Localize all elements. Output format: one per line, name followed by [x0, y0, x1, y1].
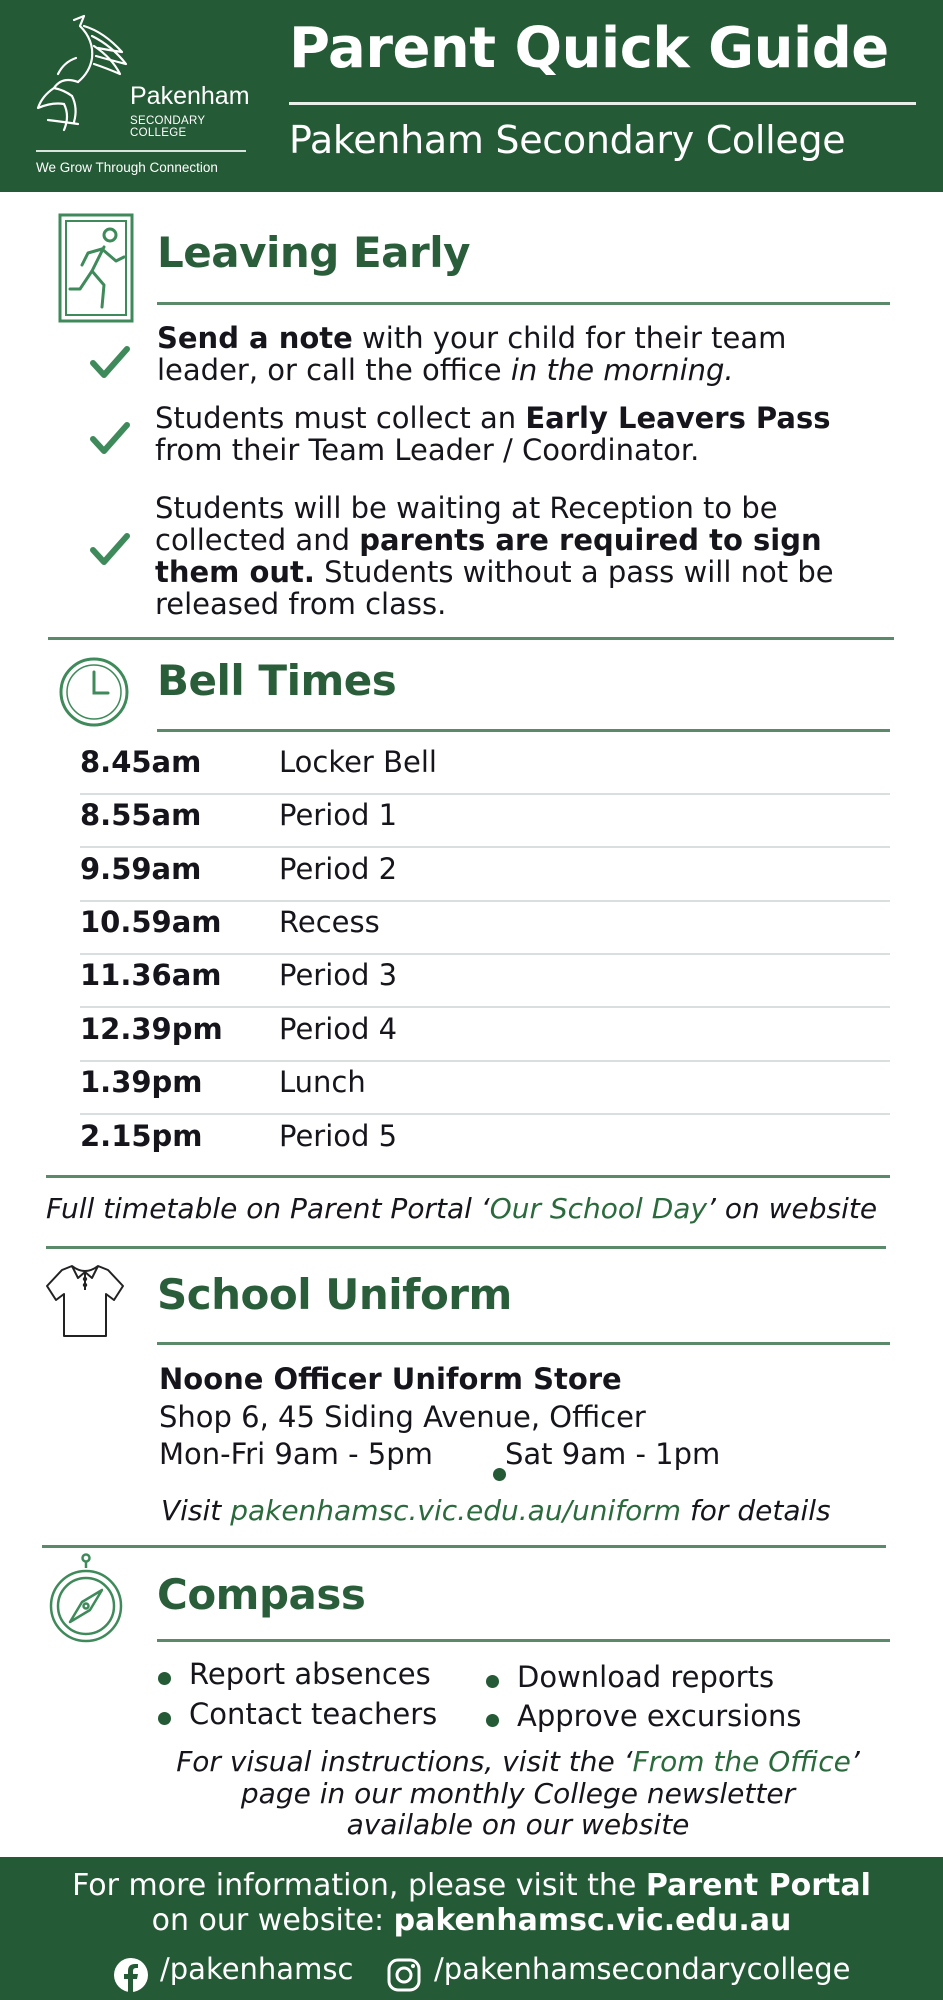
emergency-exit-icon — [58, 213, 134, 323]
bell-time-5: 12.39pm — [80, 1012, 223, 1046]
timetable-note-pre: Full timetable on Parent Portal ‘ — [46, 1192, 490, 1225]
bell-label-1: Period 1 — [279, 798, 398, 832]
compass-bullet-contact-teachers: Contact teachers — [189, 1697, 438, 1731]
check-icon — [90, 532, 130, 568]
bullet-dot — [158, 1712, 171, 1725]
bell-time-3: 10.59am — [80, 905, 222, 939]
compass-bullet-download-reports: Download reports — [517, 1660, 775, 1694]
from-the-office-link[interactable]: From the Office — [632, 1745, 851, 1778]
leaving-early-divider — [157, 302, 890, 305]
bell-row-separator — [80, 953, 890, 955]
bell-row-separator — [80, 900, 890, 902]
clock-icon — [58, 656, 130, 728]
bell-row-separator — [80, 1113, 890, 1115]
leaving-item-3-bold: parents are required to sign them out. — [155, 523, 822, 589]
logo-college-sub: SECONDARY COLLEGE — [130, 115, 206, 139]
leaving-item-1-text: with your child for their team leader, or call the office — [157, 321, 787, 387]
header-banner — [0, 0, 943, 192]
college-logo — [30, 12, 250, 175]
uniform-hours-weekday: Mon-Fri 9am - 5pm — [159, 1437, 433, 1471]
bell-time-7: 2.15pm — [80, 1119, 203, 1153]
bell-time-4: 11.36am — [80, 958, 222, 992]
check-icon — [90, 345, 130, 381]
leaving-item-1-italic: in the morning. — [510, 353, 734, 387]
bullet-dot — [158, 1672, 171, 1685]
leaving-item-2 — [155, 402, 875, 466]
compass-icon — [48, 1553, 124, 1645]
logo-college-name: Pakenham — [130, 82, 250, 110]
timetable-note-post: ’ on website — [707, 1192, 878, 1225]
bell-label-0: Locker Bell — [279, 745, 437, 779]
footer-line-1-text: For more information, please visit the — [72, 1868, 646, 1903]
uniform-store-address: Shop 6, 45 Siding Avenue, Officer — [159, 1400, 646, 1434]
instagram-handle[interactable]: /pakenhamsecondarycollege — [434, 1952, 851, 1986]
bell-time-6: 1.39pm — [80, 1065, 203, 1099]
footer-line-2 — [0, 1903, 943, 1938]
section-divider — [46, 1246, 886, 1249]
compass-title: Compass — [157, 1570, 366, 1619]
facebook-icon[interactable] — [113, 1957, 149, 1993]
website-link[interactable]: pakenhamsc.vic.edu.au — [393, 1903, 792, 1938]
section-divider — [42, 1545, 886, 1548]
header-divider — [289, 102, 916, 105]
facebook-handle[interactable]: /pakenhamsc — [160, 1952, 354, 1986]
leaving-item-1 — [157, 322, 857, 386]
bell-label-7: Period 5 — [279, 1119, 398, 1153]
bell-row-separator — [80, 846, 890, 848]
leaving-item-3-text-end: Students without a pass will not be released from class. — [155, 555, 834, 621]
compass-note-pre: For visual instructions, visit the ‘ — [176, 1745, 633, 1778]
bell-label-4: Period 3 — [279, 958, 398, 992]
instagram-icon[interactable] — [386, 1957, 422, 1993]
polo-shirt-icon — [44, 1262, 126, 1340]
compass-note-post: ’ — [850, 1745, 860, 1778]
page-subtitle: Pakenham Secondary College — [289, 118, 846, 162]
bell-time-0: 8.45am — [80, 745, 202, 779]
compass-bullet-report-absences: Report absences — [189, 1657, 431, 1691]
school-uniform-divider — [157, 1342, 890, 1345]
uniform-visit-pre: Visit — [161, 1494, 231, 1527]
leaving-item-3-text: Students will be waiting at Reception to be collected and — [155, 491, 778, 557]
bell-label-5: Period 4 — [279, 1012, 398, 1046]
page-title: Parent Quick Guide — [289, 16, 889, 81]
bell-label-2: Period 2 — [279, 852, 398, 886]
leaving-item-2-bold: Early Leavers Pass — [525, 401, 831, 435]
leaving-item-3 — [155, 492, 865, 620]
leaving-item-1-bold: Send a note — [157, 321, 353, 355]
bell-label-3: Recess — [279, 905, 380, 939]
uniform-visit-post: for details — [681, 1494, 831, 1527]
check-icon — [90, 421, 130, 457]
timetable-note — [46, 1192, 877, 1225]
bell-time-2: 9.59am — [80, 852, 202, 886]
footer-banner — [0, 1857, 943, 2000]
bell-row-separator — [80, 793, 890, 795]
section-divider — [46, 1175, 890, 1178]
uniform-link[interactable]: pakenhamsc.vic.edu.au/uniform — [230, 1494, 682, 1527]
footer-line-1 — [0, 1868, 943, 1903]
leaving-item-2-text-end: from their Team Leader / Coordinator. — [155, 433, 700, 467]
uniform-visit-note — [161, 1494, 831, 1527]
compass-note-line-2: page in our monthly College newsletter — [240, 1777, 796, 1810]
leaving-item-2-text: Students must collect an — [155, 401, 526, 435]
bullet-dot — [486, 1675, 499, 1688]
section-divider — [48, 637, 894, 640]
compass-bullet-approve-excursions: Approve excursions — [517, 1699, 802, 1733]
leaving-early-title: Leaving Early — [157, 228, 470, 277]
uniform-hours-saturday: Sat 9am - 1pm — [505, 1437, 721, 1471]
bell-row-separator — [80, 1060, 890, 1062]
bullet-dot — [486, 1714, 499, 1727]
footer-line-2-text: on our website: — [151, 1903, 394, 1938]
bell-times-divider — [157, 729, 890, 732]
uniform-store-name: Noone Officer Uniform Store — [159, 1362, 622, 1396]
bell-time-1: 8.55am — [80, 798, 202, 832]
school-uniform-title: School Uniform — [157, 1270, 512, 1319]
bell-row-separator — [80, 1006, 890, 1008]
logo-motto: We Grow Through Connection — [36, 160, 218, 175]
eagle-icon — [34, 12, 134, 137]
bell-label-6: Lunch — [279, 1065, 366, 1099]
parent-portal-link[interactable]: Parent Portal — [645, 1868, 871, 1903]
bell-times-title: Bell Times — [157, 656, 397, 705]
our-school-day-link[interactable]: Our School Day — [489, 1192, 708, 1225]
compass-note-line-3: available on our website — [346, 1808, 690, 1841]
compass-note-line-1 — [0, 1745, 943, 1778]
compass-divider — [157, 1639, 890, 1642]
